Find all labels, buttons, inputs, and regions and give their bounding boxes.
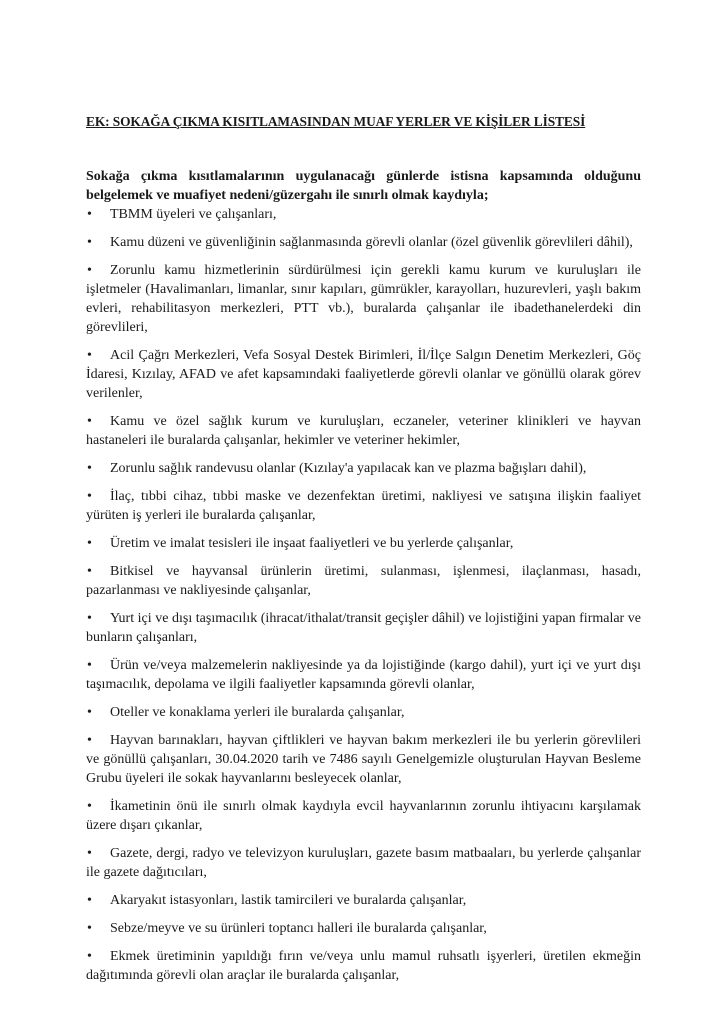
bullet-icon: • — [87, 611, 92, 626]
list-item — [86, 703, 641, 722]
list-item — [86, 233, 641, 252]
list-item-text: Zorunlu sağlık randevusu olanlar (Kızılay'a yapılacak kan ve plazma bağışları dahil), — [110, 461, 587, 476]
bullet-icon: • — [87, 949, 92, 964]
exemption-list — [86, 205, 641, 985]
list-item — [86, 797, 641, 835]
bullet-icon: • — [87, 799, 92, 814]
list-item — [86, 731, 641, 788]
list-item — [86, 534, 641, 553]
bullet-icon: • — [87, 489, 92, 504]
list-item-text: Oteller ve konaklama yerleri ile buralarda çalışanlar, — [110, 705, 405, 720]
bullet-icon: • — [87, 414, 92, 429]
list-item — [86, 459, 641, 478]
list-item — [86, 412, 641, 450]
list-item — [86, 562, 641, 600]
bullet-icon: • — [87, 846, 92, 861]
list-item-text: Hayvan barınakları, hayvan çiftlikleri ve hayvan bakım merkezleri ile bu yerlerin görevlileri ve gönüllü çalışanları, 30.04.2020 tarih ve 7486 sayılı Genelgemizle oluşturulan Hayvan Besleme Grubu üyeleri ile sokak hayvanlarını besleyecek olanlar, — [86, 733, 641, 786]
list-item-text: Ekmek üretiminin yapıldığı fırın ve/veya unlu mamul ruhsatlı işyerleri, üretilen ekmeğin dağıtımında görevli olan araçlar ile buralarda çalışanlar, — [86, 949, 641, 983]
intro-paragraph: Sokağa çıkma kısıtlamalarının uygulanacağı günlerde istisna kapsamında olduğunu belgelemek ve muafiyet nedeni/güzergahı ile sınırlı olmak kaydıyla; — [86, 169, 641, 203]
list-item-text: Gazete, dergi, radyo ve televizyon kuruluşları, gazete basım matbaaları, bu yerlerde çalışanlar ile gazete dağıtıcıları, — [86, 846, 641, 880]
list-item-text: Acil Çağrı Merkezleri, Vefa Sosyal Destek Birimleri, İl/İlçe Salgın Denetim Merkezleri, Göç İdaresi, Kızılay, AFAD ve afet kapsamındaki faaliyetlerde görevli olanlar ve gönüllü olarak görev verilenler, — [86, 348, 641, 401]
list-item — [86, 844, 641, 882]
list-item-text: TBMM üyeleri ve çalışanları, — [110, 207, 277, 222]
list-item-text: İkametinin önü ile sınırlı olmak kaydıyla evcil hayvanlarının zorunlu ihtiyacını karşılamak üzere dışarı çıkanlar, — [86, 799, 641, 833]
list-item-text: Bitkisel ve hayvansal ürünlerin üretimi, sulanması, işlenmesi, ilaçlanması, hasadı, pazarlanması ve nakliyesinde çalışanlar, — [86, 564, 641, 598]
bullet-icon: • — [87, 207, 92, 222]
list-item — [86, 656, 641, 694]
bullet-icon: • — [87, 348, 92, 363]
bullet-icon: • — [87, 461, 92, 476]
bullet-icon: • — [87, 564, 92, 579]
list-item-text: Akaryakıt istasyonları, lastik tamircileri ve buralarda çalışanlar, — [110, 893, 467, 908]
list-item — [86, 947, 641, 985]
bullet-icon: • — [87, 263, 92, 278]
list-item — [86, 205, 641, 224]
list-item-text: Üretim ve imalat tesisleri ile inşaat faaliyetleri ve bu yerlerde çalışanlar, — [110, 536, 514, 551]
bullet-icon: • — [87, 658, 92, 673]
bullet-icon: • — [87, 235, 92, 250]
list-item-text: Kamu düzeni ve güvenliğinin sağlanmasında görevli olanlar (özel güvenlik görevlileri dâhil), — [110, 235, 633, 250]
list-item — [86, 261, 641, 337]
bullet-icon: • — [87, 705, 92, 720]
bullet-icon: • — [87, 536, 92, 551]
document-page — [86, 113, 641, 994]
list-item-text: Zorunlu kamu hizmetlerinin sürdürülmesi için gerekli kamu kurum ve kuruluşları ile işletmeler (Havalimanları, limanlar, sınır kapıları, gümrükler, karayolları, huzurevleri, yaşlı bakım evleri, rehabilitasyon merkezleri, PTT vb.), buralarda çalışanlar ile ibadethanelerdeki din görevlileri, — [86, 263, 641, 335]
list-item — [86, 609, 641, 647]
list-item — [86, 891, 641, 910]
list-item-text: Yurt içi ve dışı taşımacılık (ihracat/ithalat/transit geçişler dâhil) ve lojistiğini yapan firmalar ve bunların çalışanları, — [86, 611, 641, 645]
list-item-text: İlaç, tıbbi cihaz, tıbbi maske ve dezenfektan üretimi, nakliyesi ve satışına ilişkin faaliyet yürüten iş yerleri ile buralarda çalışanlar, — [86, 489, 641, 523]
document-title: EK: SOKAĞA ÇIKMA KISITLAMASINDAN MUAF YERLER VE KİŞİLER LİSTESİ — [86, 114, 586, 129]
list-item — [86, 919, 641, 938]
list-item-text: Ürün ve/veya malzemelerin nakliyesinde ya da lojistiğinde (kargo dahil), yurt içi ve yurt dışı taşımacılık, depolama ve ilgili faaliyetler kapsamında görevli olanlar, — [86, 658, 641, 692]
list-item — [86, 346, 641, 403]
list-item-text: Kamu ve özel sağlık kurum ve kuruluşları, eczaneler, veteriner klinikleri ve hayvan hastaneleri ile buralarda çalışanlar, hekimler ve veteriner hekimler, — [86, 414, 641, 448]
bullet-icon: • — [87, 921, 92, 936]
bullet-icon: • — [87, 733, 92, 748]
list-item-text: Sebze/meyve ve su ürünleri toptancı halleri ile buralarda çalışanlar, — [110, 921, 487, 936]
bullet-icon: • — [87, 893, 92, 908]
list-item — [86, 487, 641, 525]
